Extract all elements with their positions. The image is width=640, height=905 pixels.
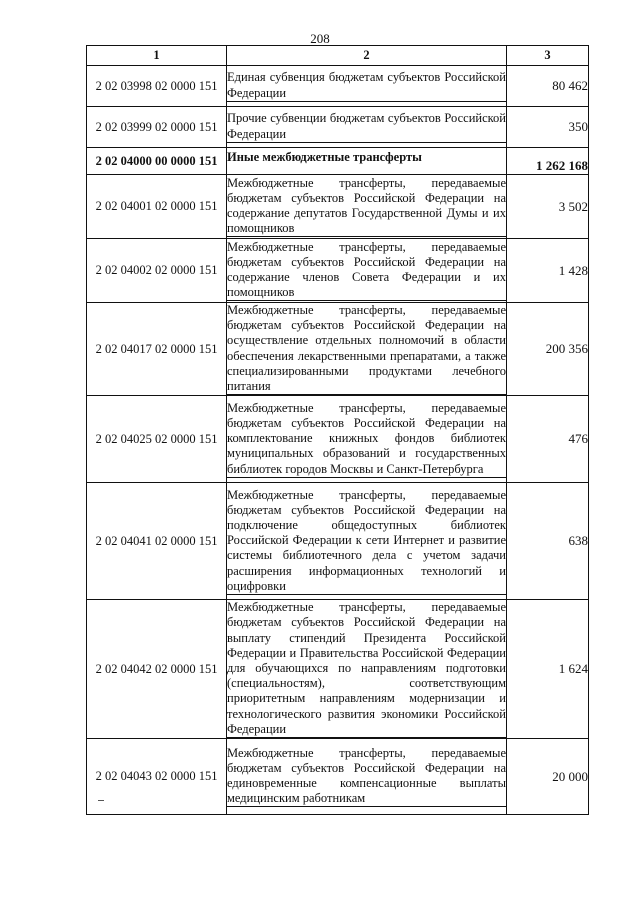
table-row: [87, 107, 589, 148]
table-header-row: [87, 46, 589, 66]
table-row: [87, 739, 589, 815]
row-amount: 200 356: [507, 303, 589, 396]
row-code: 2 02 04000 00 0000 151: [87, 148, 227, 175]
table-row: [87, 396, 589, 483]
budget-table: [86, 45, 589, 815]
column-header-code: 1: [87, 46, 227, 66]
table-row: [87, 66, 589, 107]
table-row-subtotal: [87, 148, 589, 175]
table-row: [87, 175, 589, 239]
row-amount: 1 428: [507, 239, 589, 303]
column-header-description: 2: [227, 46, 507, 66]
row-description: Межбюджетные трансферты, передаваемые бюджетам субъектов Российской Федерации на комплектование книжных фондов библиотек муниципальных образований и государственных библиотек городов Москвы и Санкт-Петербурга: [227, 396, 507, 483]
row-description: Межбюджетные трансферты, передаваемые бюджетам субъектов Российской Федерации на выплату стипендий Президента Российской Федерации и Правительства Российской Федерации для обучающихся по направлениям подготовки (специальностям), соответствующим приоритетным направлениям модернизации и технологического развития экономики Российской Федерации: [227, 600, 507, 739]
row-amount: 80 462: [507, 66, 589, 107]
row-code: 2 02 04042 02 0000 151: [87, 600, 227, 739]
row-description: Иные межбюджетные трансферты: [227, 148, 507, 175]
table-row: [87, 239, 589, 303]
row-code: 2 02 04002 02 0000 151: [87, 239, 227, 303]
row-description: Единая субвенция бюджетам субъектов Российской Федерации: [227, 66, 507, 107]
row-amount: 20 000: [507, 739, 589, 815]
row-code: 2 02 04043 02 0000 151: [87, 739, 227, 815]
row-amount: 1 624: [507, 600, 589, 739]
table-row: [87, 303, 589, 396]
row-amount: 638: [507, 483, 589, 600]
row-description: Межбюджетные трансферты, передаваемые бюджетам субъектов Российской Федерации на содержание депутатов Государственной Думы и их помощников: [227, 175, 507, 239]
row-code: 2 02 04017 02 0000 151: [87, 303, 227, 396]
table-row: [87, 483, 589, 600]
row-amount: 1 262 168: [507, 148, 589, 175]
row-code: 2 02 04001 02 0000 151: [87, 175, 227, 239]
row-code: 2 02 03999 02 0000 151: [87, 107, 227, 148]
row-description: Межбюджетные трансферты, передаваемые бюджетам субъектов Российской Федерации на подключение общедоступных библиотек Российской Федерации к сети Интернет и развитие системы библиотечного дела с учетом задачи расширения информационных технологий и оцифровки: [227, 483, 507, 600]
page-number: 208: [310, 31, 330, 46]
row-description: Межбюджетные трансферты, передаваемые бюджетам субъектов Российской Федерации на содержание членов Совета Федерации и их помощников: [227, 239, 507, 303]
row-description: Прочие субвенции бюджетам субъектов Российской Федерации: [227, 107, 507, 148]
row-amount: 3 502: [507, 175, 589, 239]
table-row: [87, 600, 589, 739]
row-code: 2 02 04041 02 0000 151: [87, 483, 227, 600]
row-code: 2 02 03998 02 0000 151: [87, 66, 227, 107]
row-description: Межбюджетные трансферты, передаваемые бюджетам субъектов Российской Федерации на осуществление отдельных полномочий в области обеспечения лекарственными препаратами, а также специализированными продуктами лечебного питания: [227, 303, 507, 396]
column-header-amount: 3: [507, 46, 589, 66]
row-amount: 476: [507, 396, 589, 483]
row-amount: 350: [507, 107, 589, 148]
row-code: 2 02 04025 02 0000 151: [87, 396, 227, 483]
row-description: Межбюджетные трансферты, передаваемые бюджетам субъектов Российской Федерации на единовременные компенсационные выплаты медицинским работникам: [227, 739, 507, 815]
footer-mark: [98, 800, 104, 801]
